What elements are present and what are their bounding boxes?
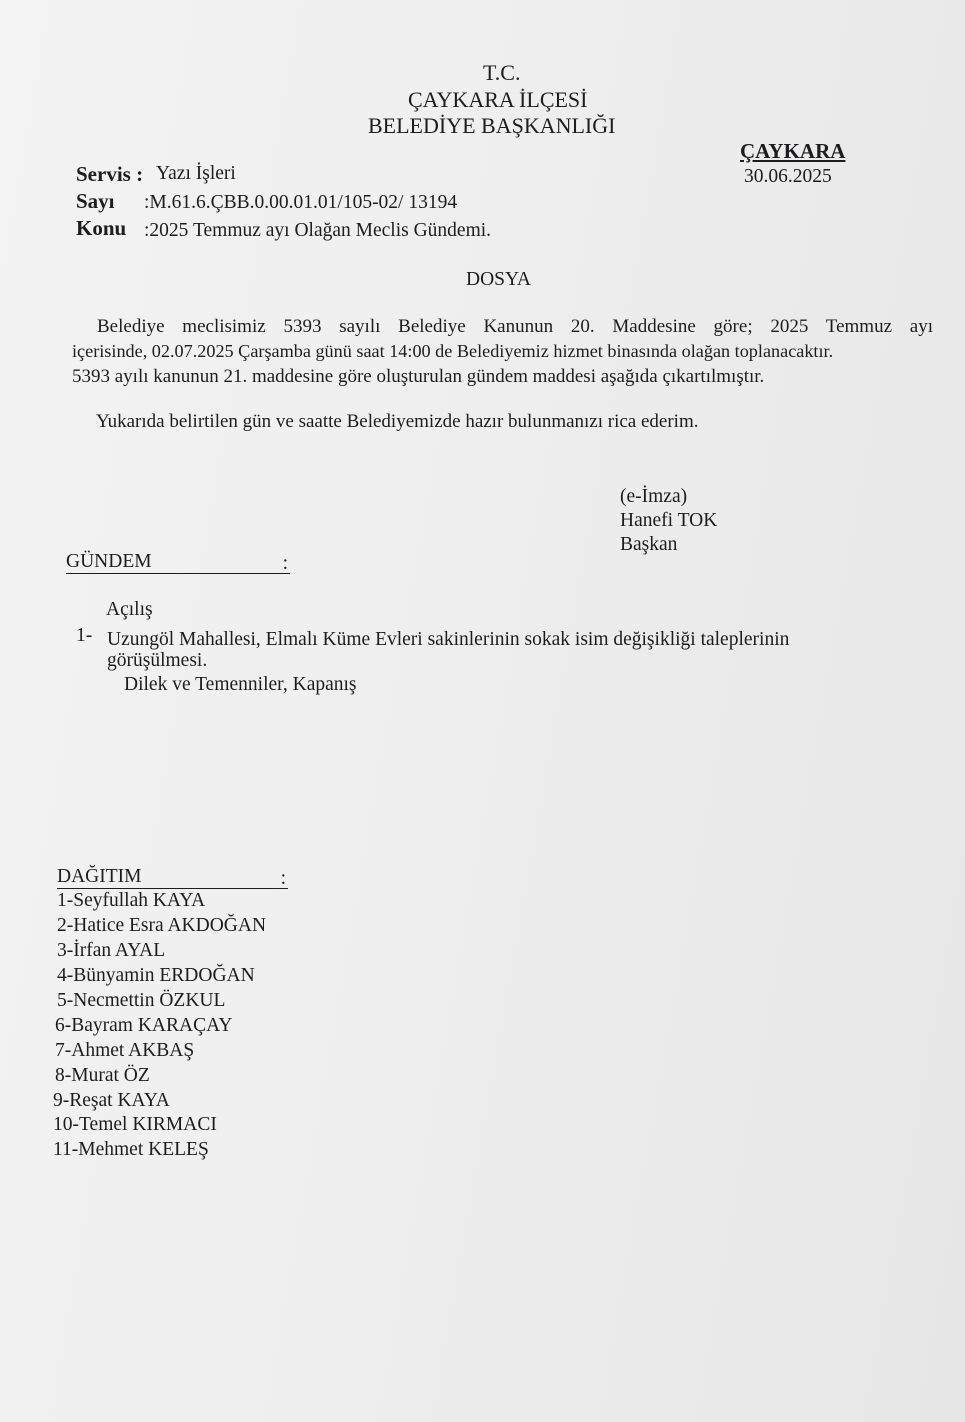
konu-value: :2025 Temmuz ayı Olağan Meclis Gündemi.: [144, 220, 492, 241]
place-name: ÇAYKARA: [740, 139, 846, 163]
agenda-heading-line: [66, 551, 290, 574]
servis-label: Servis :: [76, 162, 144, 186]
header-tc: T.C.: [483, 60, 521, 85]
agenda-heading: GÜNDEM: [66, 551, 152, 572]
distribution-heading-line: [57, 866, 288, 889]
konu-label: Konu: [76, 216, 127, 240]
distribution-item: 7-Ahmet AKBAŞ: [55, 1040, 195, 1061]
sayi-value: :M.61.6.ÇBB.0.00.01.01/105-02/ 13194: [144, 192, 458, 213]
signature-name: Hanefi TOK: [620, 510, 718, 531]
distribution-item: 8-Murat ÖZ: [55, 1065, 150, 1086]
header-district: ÇAYKARA İLÇESİ: [408, 87, 588, 112]
body-paragraph-1-line-3: 5393 ayılı kanunun 21. maddesine göre oluşturulan gündem maddesi aşağıda çıkartılmıştır.: [72, 366, 765, 387]
agenda-opening: Açılış: [106, 599, 153, 620]
distribution-item: 2-Hatice Esra AKDOĞAN: [57, 915, 267, 936]
signature-title: Başkan: [620, 534, 678, 555]
agenda-item-1-line-2: görüşülmesi.: [107, 650, 208, 671]
sayi-label: Sayı: [76, 189, 115, 213]
servis-value: Yazı İşleri: [156, 163, 236, 184]
document-date: 30.06.2025: [744, 166, 832, 187]
distribution-item: 1-Seyfullah KAYA: [57, 890, 206, 911]
agenda-heading-colon: :: [282, 553, 288, 574]
addressee: DOSYA: [466, 269, 532, 290]
distribution-item: 4-Bünyamin ERDOĞAN: [57, 965, 255, 986]
body-paragraph-1-line-2: içerisinde, 02.07.2025 Çarşamba günü saat 14:00 de Belediyemiz hizmet binasında olağan toplanacaktır.: [72, 341, 834, 361]
agenda-closing: Dilek ve Temenniler, Kapanış: [124, 674, 357, 695]
distribution-item: 6-Bayram KARAÇAY: [55, 1015, 233, 1036]
agenda-item-1-line-1: Uzungöl Mahallesi, Elmalı Küme Evleri sakinlerinin sokak isim değişikliği taleplerinin: [107, 629, 790, 650]
distribution-item: 10-Temel KIRMACI: [53, 1114, 217, 1135]
distribution-item: 5-Necmettin ÖZKUL: [57, 990, 226, 1011]
signature-eimza: (e-İmza): [620, 486, 688, 507]
body-paragraph-2: Yukarıda belirtilen gün ve saatte Belediyemizde hazır bulunmanızı rica ederim.: [96, 411, 699, 432]
body-paragraph-1-line-1: Belediye meclisimiz 5393 sayılı Belediye Kanunun 20. Maddesine göre; 2025 Temmuz ayı: [97, 316, 933, 337]
distribution-item: 3-İrfan AYAL: [57, 940, 166, 961]
distribution-heading: DAĞITIM: [57, 866, 142, 887]
distribution-item: 9-Reşat KAYA: [53, 1090, 170, 1111]
header-institution: BELEDİYE BAŞKANLIĞI: [368, 113, 616, 138]
agenda-item-1-number: 1-: [76, 625, 93, 646]
distribution-item: 11-Mehmet KELEŞ: [53, 1139, 209, 1160]
distribution-heading-colon: :: [280, 868, 286, 889]
